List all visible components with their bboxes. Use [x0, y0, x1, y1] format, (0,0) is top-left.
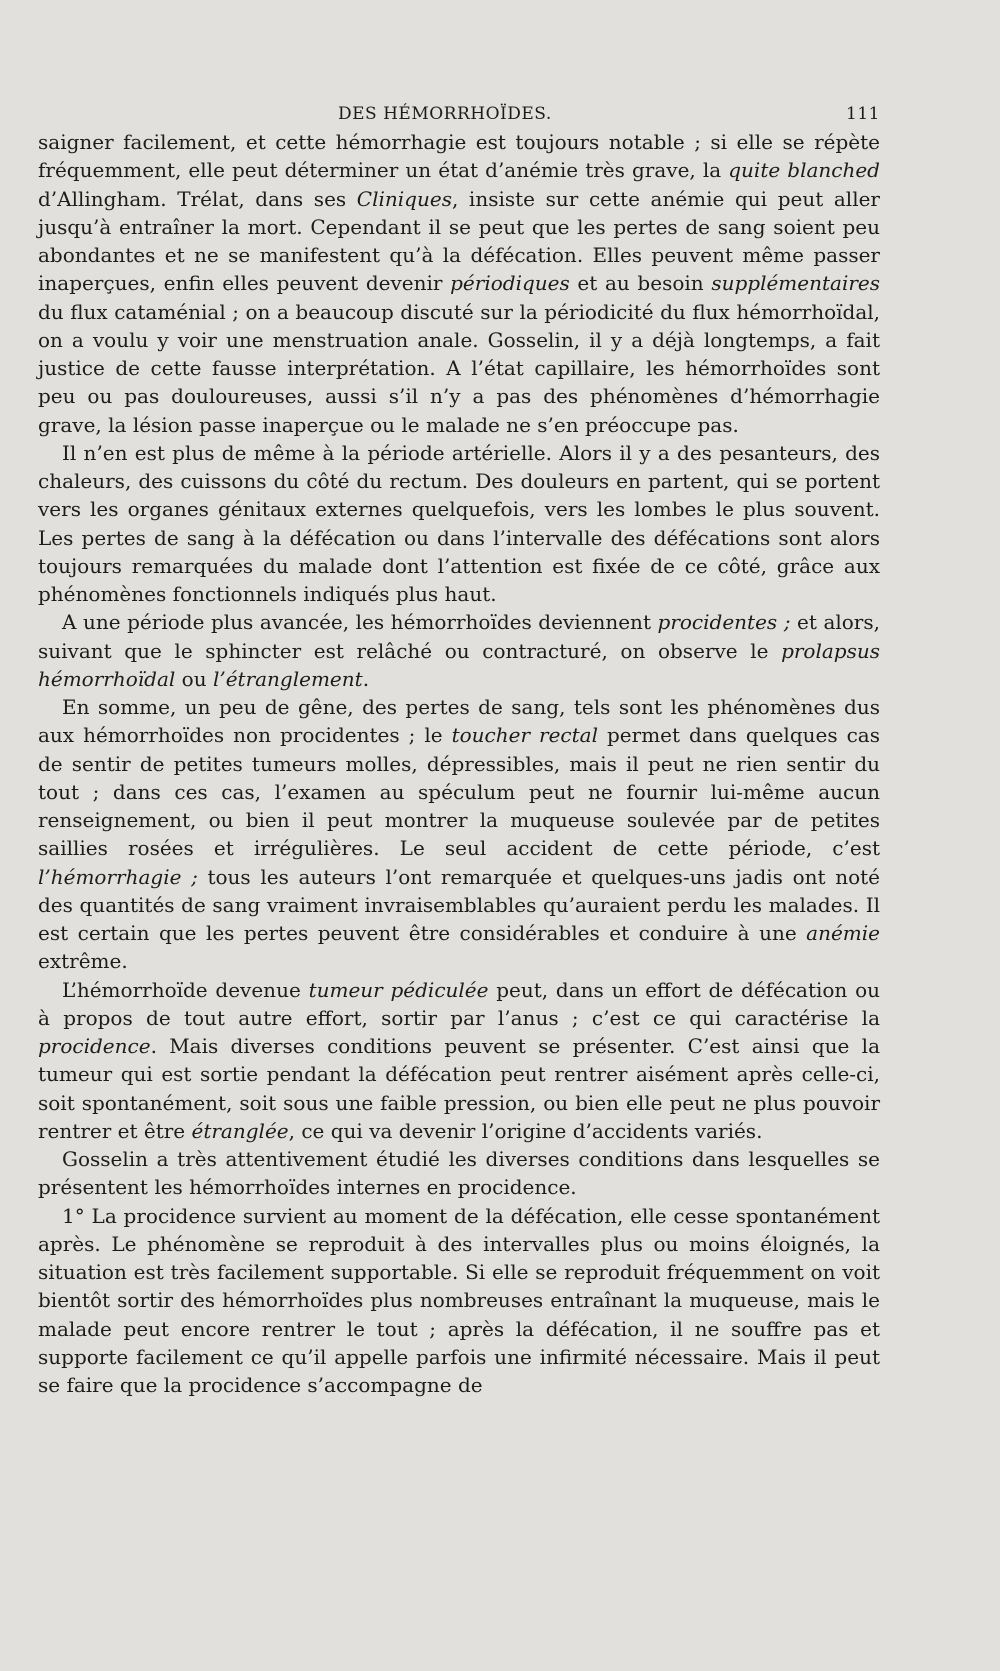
running-head — [38, 100, 880, 128]
text-run: L’hémorrhoïde devenue — [62, 977, 309, 1002]
text-run: peut, dans un effort de défécation ou à propos de tout autre effort, sortir par l’anus ; c’est ce qui caractérise la — [38, 977, 881, 1030]
paragraph — [38, 1145, 880, 1202]
italic-text: l’hémorrhagie ; — [38, 864, 198, 889]
running-title: DES HÉMORRHOÏDES. — [338, 104, 552, 124]
text-run: , ce qui va devenir l’origine d’accidents variés. — [288, 1118, 763, 1143]
text-run: du flux cataménial ; on a beaucoup discuté sur la périodicité du flux hémorrhoïdal, on a voulu y voir une menstruation anale. Gosselin, il y a déjà longtemps, a fait justice de cette fausse interprétation. A l’état capillaire, les hémorrhoïdes sont peu ou pas douloureuses, aussi s’il n’y a pas des phénomènes d’hémorrhagie grave, la lésion passe inaperçue ou le malade ne s’en préoccupe pas. — [38, 299, 880, 437]
italic-text: prolapsus hémorrhoïdal — [38, 638, 880, 691]
text-run: et au besoin — [569, 271, 712, 296]
page-number: 111 — [846, 104, 880, 124]
paragraph — [38, 128, 880, 439]
paragraph — [38, 976, 880, 1146]
italic-text: procidentes ; — [657, 610, 791, 635]
text-run: extrême. — [38, 949, 128, 974]
text-run: . — [362, 666, 370, 691]
italic-text: étranglée — [191, 1118, 289, 1143]
text-run: ou — [175, 666, 213, 691]
italic-text: tumeur pédiculée — [308, 977, 489, 1002]
italic-text: périodiques — [450, 271, 570, 296]
italic-text: supplémentaires — [711, 271, 881, 296]
text-run: saigner facilement, et cette hémorrhagie est toujours notable ; si elle se répète fréquemment, elle peut déterminer un état d’anémie très grave, la — [38, 130, 880, 183]
italic-text: toucher rectal — [451, 723, 598, 748]
body-text — [38, 128, 880, 1399]
paragraph — [38, 439, 880, 609]
text-run: . Mais diverses conditions peuvent se présenter. C’est ainsi que la tumeur qui est sortie pendant la défécation peut rentrer aisément après celle-ci, soit spontanément, soit sous une faible pression, ou bien elle peut ne plus pouvoir rentrer et être — [38, 1034, 880, 1143]
text-run: tous les auteurs l’ont remarquée et quelques-uns jadis ont noté des quantités de sang vraiment invraisemblables qu’auraient perdu les malades. Il est certain que les pertes peuvent être considérables et conduire à une — [38, 864, 880, 945]
text-run: d’Allingham. Trélat, dans ses — [38, 186, 357, 211]
text-run: permet dans quelques cas de sentir de petites tumeurs molles, dépressibles, mais il peut ne rien sentir du tout ; dans ces cas, l’examen au spéculum peut ne fournir lui-même aucun renseignement, ou bien il peut montrer la muqueuse soulevée par de petites saillies rosées et irrégulières. Le seul accident de cette période, c’est — [38, 723, 880, 861]
paragraph — [38, 608, 880, 693]
text-run: A une période plus avancée, les hémorrhoïdes deviennent — [62, 610, 658, 635]
text-run: et alors, suivant que le sphincter est relâché ou contracturé, on observe le — [38, 610, 880, 663]
text-run: , insiste sur cette anémie qui peut aller jusqu’à entraîner la mort. Cependant il se peut que les pertes de sang soient peu abondantes et ne se manifestent qu’à la défécation. Elles peuvent même passer inaperçues, enfin elles peuvent devenir — [38, 186, 880, 296]
text-run: 1° La procidence survient au moment de la défécation, elle cesse spontanément après. Le phénomène se reproduit à des intervalles plus ou moins éloignés, la situation est très facilement supportable. Si elle se reproduit fréquemment on voit bientôt sortir des hémorrhoïdes plus nombreuses entraînant la muqueuse, mais le malade peut encore rentrer le tout ; après la défécation, il ne souffre pas et supporte facilement ce qu’il appelle parfois une infirmité nécessaire. Mais il peut se faire que la procidence s’accompagne de — [38, 1203, 880, 1397]
paragraph — [38, 693, 880, 976]
italic-text: Cliniques — [356, 186, 452, 211]
italic-text: procidence — [38, 1034, 151, 1058]
paragraph — [38, 1202, 880, 1400]
text-run: Gosselin a très attentivement étudié les diverses conditions dans lesquelles se présentent les hémorrhoïdes internes en procidence. — [38, 1147, 880, 1200]
text-run: En somme, un peu de gêne, des pertes de sang, tels sont les phénomènes dus aux hémorrhoïdes non procidentes ; le — [38, 695, 880, 748]
italic-text: l’étranglement — [212, 666, 363, 691]
italic-text: anémie — [806, 921, 880, 945]
italic-text: quite blanched — [728, 158, 880, 183]
text-run: Il n’en est plus de même à la période artérielle. Alors il y a des pesanteurs, des chaleurs, des cuissons du côté du rectum. Des douleurs en partent, qui se portent vers les organes génitaux externes quelquefois, vers les lombes le plus souvent. Les pertes de sang à la défécation ou dans l’intervalle des défécations sont alors toujours remarquées du malade dont l’attention est fixée de ce côté, grâce aux phénomènes fonctionnels indiqués plus haut. — [38, 440, 880, 606]
